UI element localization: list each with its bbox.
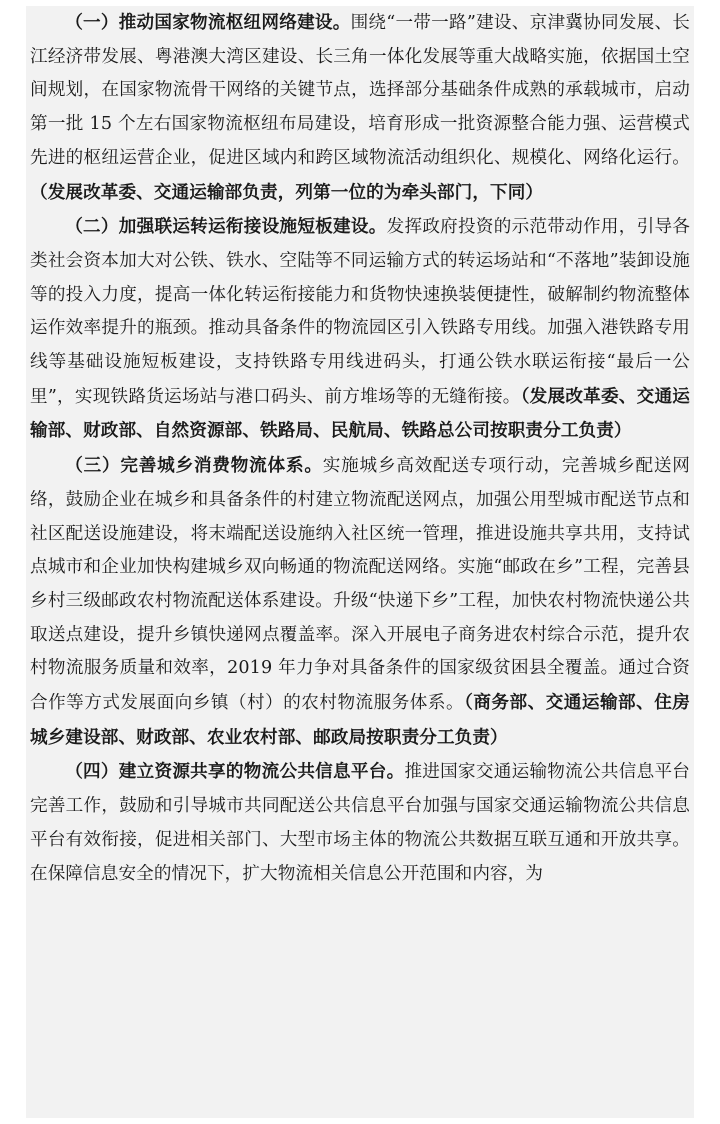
- paragraph-2: [30, 210, 690, 449]
- section-heading: （三）完善城乡消费物流体系。: [65, 455, 323, 477]
- paragraph-1: [30, 6, 690, 210]
- responsible-departments: （商务部、交通运输部、住房城乡建设部、财政部、农业农村部、邮政局按职责分工负责）: [30, 692, 690, 748]
- section-body: 围绕“一带一路”建设、京津冀协同发展、长江经济带发展、粤港澳大湾区建设、长三角一体化发展等重大战略实施，依据国土空间规划，在国家物流骨干网络的关键节点，选择部分基础条件成熟的承载城市，启动第一批 15 个左右国家物流枢纽布局建设，培育形成一批资源整合能力强、运营模式先进的枢纽运营企业，促进区域内和跨区域物流活动组织化、规模化、网络化运行。: [30, 13, 690, 168]
- document-text: [30, 6, 690, 891]
- section-heading: （二）加强联运转运衔接设施短板建设。: [65, 216, 387, 238]
- section-body: 推进国家交通运输物流公共信息平台完善工作，鼓励和引导城市共同配送公共信息平台加强与国家交通运输物流公共信息平台有效衔接，促进相关部门、大型市场主体的物流公共数据互联互通和开放共享。在保障信息安全的情况下，扩大物流相关信息公开范围和内容，为: [30, 762, 690, 884]
- section-heading: （四）建立资源共享的物流公共信息平台。: [65, 761, 405, 783]
- section-body: 发挥政府投资的示范带动作用，引导各类社会资本加大对公铁、铁水、空陆等不同运输方式的转运场站和“不落地”装卸设施等的投入力度，提高一体化转运衔接能力和货物快速换装便捷性，破解制约物流整体运作效率提升的瓶颈。推动具备条件的物流园区引入铁路专用线。加强入港铁路专用线等基础设施短板建设，支持铁路专用线进码头，打通公铁水联运衔接“最后一公里”，实现铁路货运场站与港口码头、前方堆场等的无缝衔接。: [30, 217, 691, 407]
- responsible-departments: （发展改革委、交通运输部负责，列第一位的为牵头部门，下同）: [30, 181, 544, 203]
- section-heading: （一）推动国家物流枢纽网络建设。: [65, 12, 351, 33]
- paragraph-4: [30, 755, 690, 891]
- section-body: 实施城乡高效配送专项行动，完善城乡配送网络，鼓励企业在城乡和具备条件的村建立物流配送网点，加强公用型城市配送节点和社区配送设施建设，将末端配送设施纳入社区统一管理，推进设施共享共用，支持试点城市和企业加快构建城乡双向畅通的物流配送网络。实施“邮政在乡”工程，完善县乡村三级邮政农村物流配送体系建设。升级“快递下乡”工程，加快农村物流快递公共取送点建设，提升乡镇快递网点覆盖率。深入开展电子商务进农村综合示范，提升农村物流服务质量和效率，2019 年力争对具备条件的国家级贫困县全覆盖。通过合资合作等方式发展面向乡镇（村）的农村物流服务体系。: [30, 456, 690, 714]
- responsible-departments: （发展改革委、交通运输部、财政部、自然资源部、铁路局、民航局、铁路总公司按职责分工负责）: [30, 385, 690, 442]
- paragraph-3: [30, 449, 690, 755]
- document-page: [26, 6, 694, 1118]
